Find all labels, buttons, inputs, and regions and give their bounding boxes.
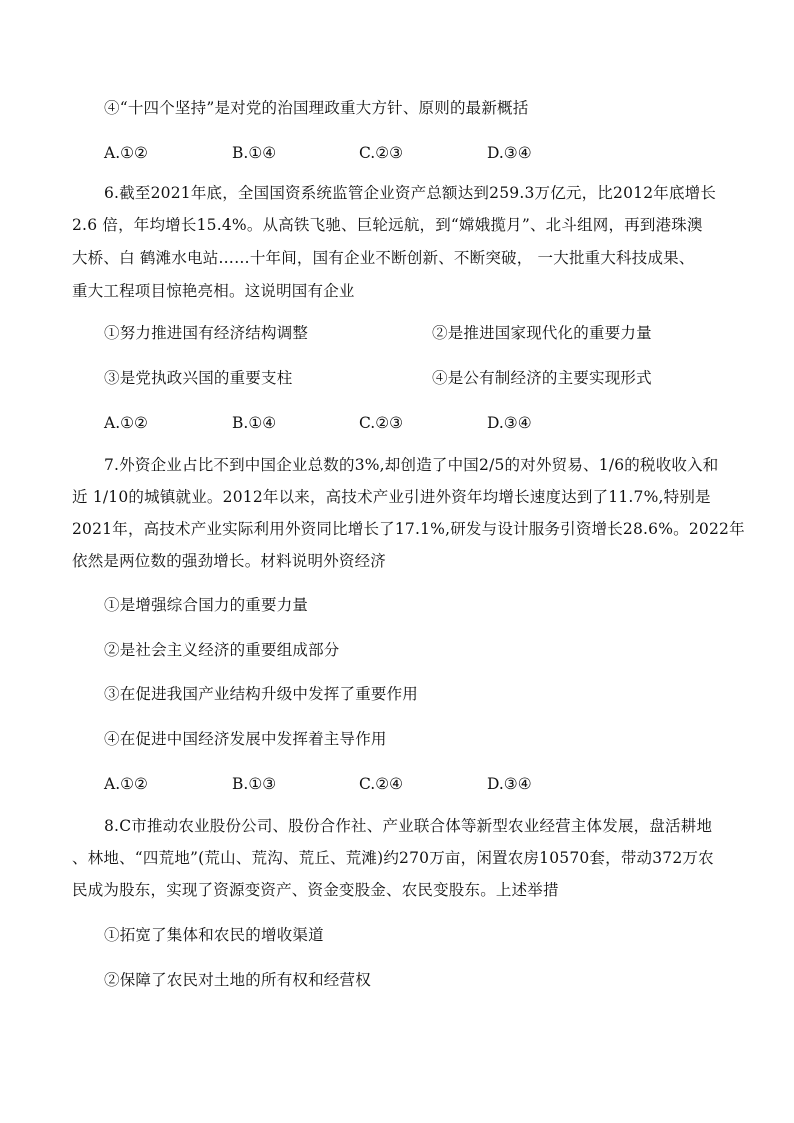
q8-stem-line-3: 民成为股东，实现了资源变资产、资金变股金、农民变股东。上述举措	[72, 881, 559, 899]
q6-option-1: ①努力推进国有经济结构调整	[104, 324, 309, 342]
q6-choice-b[interactable]: B.①④	[232, 414, 277, 432]
q5-choice-d[interactable]: D.③④	[487, 144, 532, 162]
q7-option-1: ①是增强综合国力的重要力量	[104, 596, 309, 614]
q5-choice-a[interactable]: A.①②	[104, 144, 148, 162]
q8-option-2: ②保障了农民对土地的所有权和经营权	[104, 971, 371, 989]
q6-stem-line-2: 2.6 倍，年均增长15.4%。从高铁飞驰、巨轮远航，到“嫦娥揽月”、北斗组网，再到港珠澳	[72, 216, 703, 234]
q6-stem-line-3: 大桥、白 鹤滩水电站……十年间，国有企业不断创新、不断突破， 一大批重大科技成果、	[72, 249, 695, 267]
q5-option-4: ④“十四个坚持”是对党的治国理政重大方针、原则的最新概括	[104, 99, 529, 117]
q7-choice-b[interactable]: B.①③	[232, 775, 277, 793]
q7-stem-line-4: 依然是两位数的强劲增长。材料说明外资经济	[72, 552, 387, 570]
q7-stem-line-1: 7.外资企业占比不到中国企业总数的3%,却创造了中国2/5的对外贸易、1/6的税收收入和	[104, 456, 719, 474]
q6-option-2: ②是推进国家现代化的重要力量	[432, 324, 652, 342]
q6-option-4: ④是公有制经济的主要实现形式	[432, 369, 652, 387]
q5-choice-b[interactable]: B.①④	[232, 144, 277, 162]
q6-choice-a[interactable]: A.①②	[104, 414, 148, 432]
q7-option-4: ④在促进中国经济发展中发挥着主导作用	[104, 730, 387, 748]
q8-option-1: ①拓宽了集体和农民的增收渠道	[104, 926, 324, 944]
q6-stem-line-4: 重大工程项目惊艳亮相。这说明国有企业	[72, 282, 355, 300]
q7-option-3: ③在促进我国产业结构升级中发挥了重要作用	[104, 685, 419, 703]
q8-stem-line-1: 8.C市推动农业股份公司、股份合作社、产业联合体等新型农业经营主体发展，盘活耕地	[104, 817, 713, 835]
q6-stem-line-1: 6.截至2021年底，全国国资系统监管企业资产总额达到259.3万亿元，比2012年底增长	[104, 184, 717, 202]
q7-choice-c[interactable]: C.②④	[359, 775, 404, 793]
q7-choice-d[interactable]: D.③④	[487, 775, 532, 793]
q6-option-3: ③是党执政兴国的重要支柱	[104, 369, 293, 387]
q7-option-2: ②是社会主义经济的重要组成部分	[104, 641, 340, 659]
q6-choice-c[interactable]: C.②③	[359, 414, 404, 432]
q7-stem-line-3: 2021年，高技术产业实际利用外资同比增长了17.1%,研发与设计服务引资增长28.6%。2022年	[72, 520, 745, 538]
q5-choice-c[interactable]: C.②③	[359, 144, 404, 162]
q7-stem-line-2: 近 1/10的城镇就业。2012年以来，高技术产业引进外资年均增长速度达到了11.7%,特别是	[72, 488, 711, 506]
q8-stem-line-2: 、林地、“四荒地”(荒山、荒沟、荒丘、荒滩)约270万亩，闲置农房10570套，带动372万农	[72, 849, 714, 867]
q7-choice-a[interactable]: A.①②	[104, 775, 148, 793]
q6-choice-d[interactable]: D.③④	[487, 414, 532, 432]
